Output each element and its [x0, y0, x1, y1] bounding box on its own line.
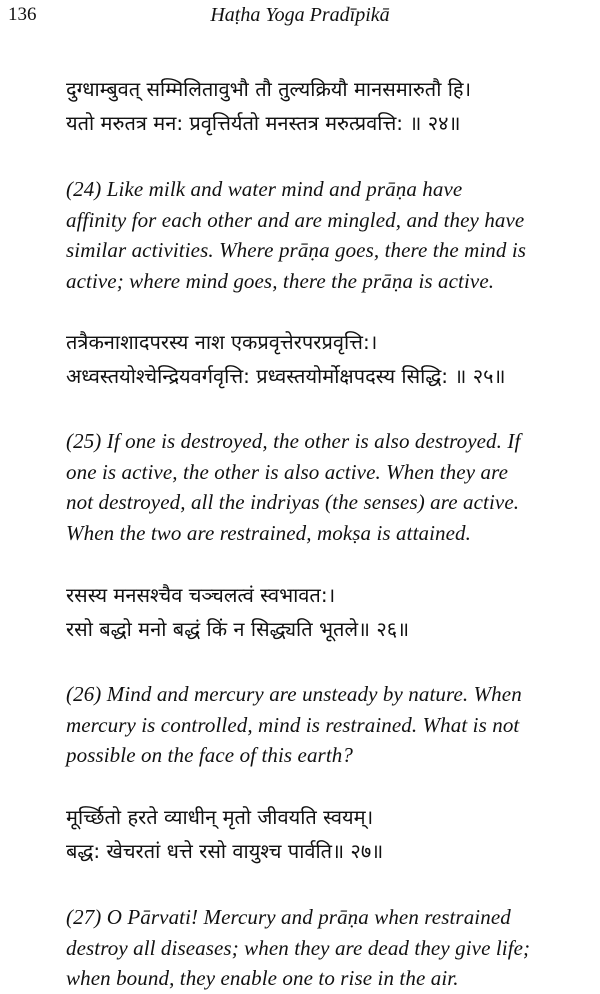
verse-line: तत्रैकनाशादपरस्य नाश एकप्रवृत्तेरपरप्रवृत्ति:।	[66, 330, 378, 354]
running-title: Haṭha Yoga Pradīpikā	[210, 4, 390, 26]
verse-line: रसस्य मनसश्चैव चञ्चलत्वं स्वभावत:।	[66, 583, 336, 607]
translation-line: when bound, they enable one to rise in the air.	[66, 966, 459, 990]
verse-line: यतो मरुतत्र मन: प्रवृत्तिर्यतो मनस्तत्र मरुत्प्रवत्ति: ॥ २४॥	[66, 111, 461, 135]
translation-line: destroy all diseases; when they are dead they give life;	[66, 935, 531, 960]
translation-line: possible on the face of this earth?	[66, 743, 353, 767]
verse-line: दुग्धाम्बुवत् सम्मिलितावुभौ तौ तुल्यक्रियौ मानसमारुतौ हि।	[66, 77, 472, 101]
translation-line: one is active, the other is also active. When they are	[66, 459, 508, 484]
translation-26	[66, 679, 592, 771]
verse-26	[66, 578, 592, 646]
verse-24	[66, 72, 592, 140]
translation-line: active; where mind goes, there the prāṇa is active.	[66, 268, 495, 293]
verse-line: बद्ध: खेचरतां धत्ते रसो वायुश्च पार्वति॥ २७॥	[66, 839, 384, 863]
translation-line: not destroyed, all the indriyas (the senses) are active.	[66, 490, 520, 514]
translation-line: similar activities. Where prāṇa goes, there the mind is	[66, 238, 527, 262]
translation-24	[66, 174, 592, 296]
verse-line: अध्वस्तयोश्चेन्द्रियवर्गवृत्ति: प्रध्वस्तयोर्मोक्षपदस्य सिद्धि: ॥ २५॥	[66, 364, 506, 388]
translation-27	[66, 902, 592, 994]
translation-line: (27) O Pārvati! Mercury and prāṇa when restrained	[66, 905, 511, 929]
verse-line: रसो बद्धो मनो बद्धं किं न सिद्ध्यति भूतले॥ २६॥	[66, 617, 410, 641]
translation-line: When the two are restrained, mokṣa is attained.	[66, 520, 472, 545]
verse-27	[66, 800, 592, 868]
page-number: 136	[8, 4, 37, 25]
page-header	[0, 0, 600, 40]
translation-line: mercury is controlled, mind is restrained. What is not	[66, 712, 520, 737]
translation-line: (26) Mind and mercury are unsteady by nature. When	[66, 682, 522, 706]
verse-line: मूर्च्छितो हरते व्याधीन् मृतो जीवयति स्वयम्।	[66, 805, 374, 829]
translation-line: (24) Like milk and water mind and prāṇa have	[66, 177, 463, 201]
translation-line: (25) If one is destroyed, the other is also destroyed. If	[66, 429, 521, 453]
translation-line: affinity for each other and are mingled, and they have	[66, 207, 525, 232]
translation-25	[66, 426, 592, 548]
verse-25	[66, 325, 592, 393]
